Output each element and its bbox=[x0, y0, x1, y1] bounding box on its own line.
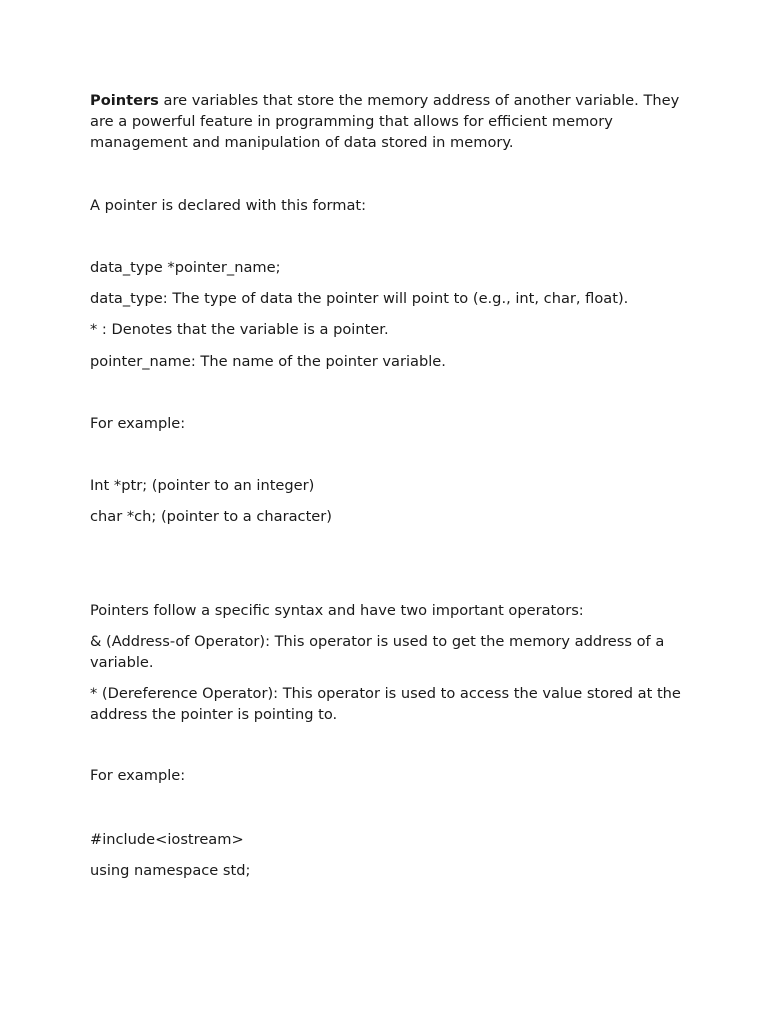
operator-dereference: * (Dereference Operator): This operator is used to access the value stored at the address the pointer is pointing to. bbox=[90, 685, 681, 723]
definition-pointer-name: pointer_name: The name of the pointer variable. bbox=[90, 353, 446, 370]
syntax-line: data_type *pointer_name; bbox=[90, 259, 281, 276]
example-label: For example: bbox=[90, 767, 186, 784]
code-namespace-line: using namespace std; bbox=[90, 862, 251, 879]
example-int-ptr: Int *ptr; (pointer to an integer) bbox=[90, 477, 315, 494]
intro-paragraph bbox=[90, 90, 690, 153]
definition-data-type: data_type: The type of data the pointer will point to (e.g., int, char, float). bbox=[90, 290, 629, 307]
intro-term: Pointers bbox=[90, 92, 159, 109]
definition-asterisk: * : Denotes that the variable is a pointer. bbox=[90, 321, 389, 338]
example-label: For example: bbox=[90, 415, 186, 432]
declaration-intro: A pointer is declared with this format: bbox=[90, 197, 367, 214]
operator-address-of: & (Address-of Operator): This operator is used to get the memory address of a variable. bbox=[90, 633, 665, 671]
example-char-ptr: char *ch; (pointer to a character) bbox=[90, 508, 332, 525]
intro-text: are variables that store the memory address of another variable. They are a powerful feature in programming that allows for efficient memory management and manipulation of data stored in memory. bbox=[90, 92, 680, 151]
operators-intro: Pointers follow a specific syntax and have two important operators: bbox=[90, 602, 584, 619]
code-include-line: #include<iostream> bbox=[90, 831, 244, 848]
